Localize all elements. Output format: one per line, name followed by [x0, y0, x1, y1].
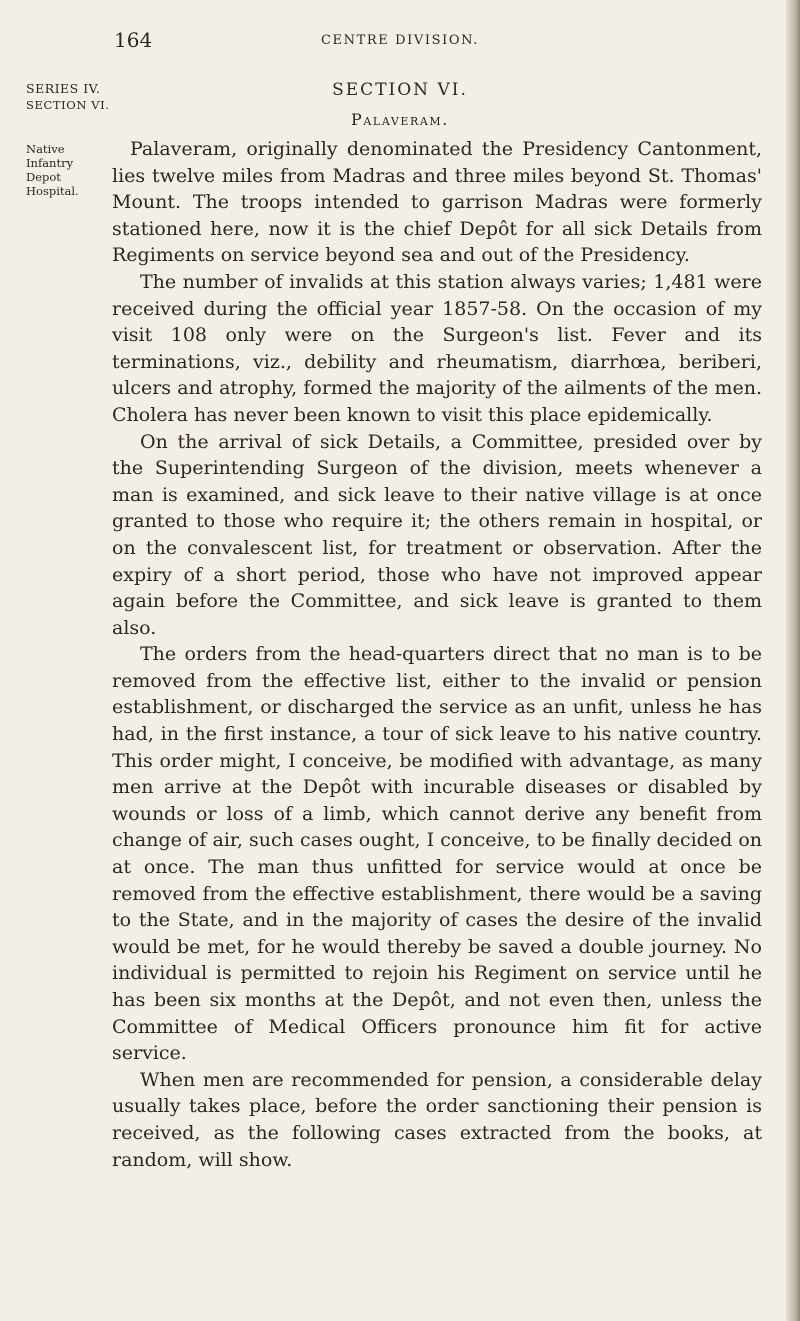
margin-note-section: SECTION VI. [26, 98, 110, 112]
paragraph: The orders from the head-quarters direct that no man is to be removed from the effective list, either to the invalid or pension establishment, or discharged the service as an unfit, unless he has had, in the first instance, a tour of sick leave to his native country. This order might, I conceive, be modified with advantage, as many men arrive at the Depôt with incurable diseases or disabled by wounds or loss of a limb, which cannot derive any benefit from change of air, such cases ought, I conceive, to be finally decided on at once. The man thus unfitted for service would at once be removed from the effective establishment, there would be a saving to the State, and in the majority of cases the desire of the invalid would be met, for he would thereby be saved a double journey. No individual is permitted to rejoin his Regiment on service until he has been six months at the Depôt, and not even then, unless the Committee of Medical Officers pronounce him fit for active service. [112, 643, 762, 1065]
margin-note-hospital: Native Infantry Depot Hospital. [26, 142, 79, 198]
margin-note-series: SERIES IV. [26, 81, 101, 96]
place-title: Palaveram. [351, 110, 449, 129]
running-head: CENTRE DIVISION. [321, 33, 479, 48]
paragraph: On the arrival of sick Details, a Committee, presided over by the Superintending Surgeon of the division, meets whenever a man is examined, and sick leave to their native village is at once granted to those who require it; the others remain in hospital, or on the convalescent list, for treatment or observation. After the expiry of a short period, those who have not improved appear again before the Committee, and sick leave is granted to them also. [112, 430, 762, 639]
paragraph: The number of invalids at this station always varies; 1,481 were received during the official year 1857-58. On the occasion of my visit 108 only were on the Surgeon's list. Fever and its terminations, viz., debility and rheumatism, diarrhœa, beriberi, ulcers and atrophy, formed the majority of the ailments of the men. Cholera has never been known to visit this place epidemically. [112, 270, 762, 426]
section-title: SECTION VI. [332, 80, 468, 100]
paragraph: When men are recommended for pension, a considerable delay usually takes place, before the order sanctioning their pension is received, as the following cases extracted from the books, at random, will show. [112, 1068, 762, 1171]
page-edge-shadow [786, 0, 800, 1321]
page-header [0, 24, 800, 54]
page-number: 164 [114, 28, 153, 52]
paragraph: Palaveram, originally denominated the Presidency Cantonment, lies twelve miles from Madras and three miles beyond St. Thomas' Mount. The troops intended to garrison Madras were formerly stationed here, now it is the chief Depôt for all sick Details from Regiments on service beyond sea and out of the Presidency. [112, 138, 762, 267]
body-text [112, 136, 762, 1173]
